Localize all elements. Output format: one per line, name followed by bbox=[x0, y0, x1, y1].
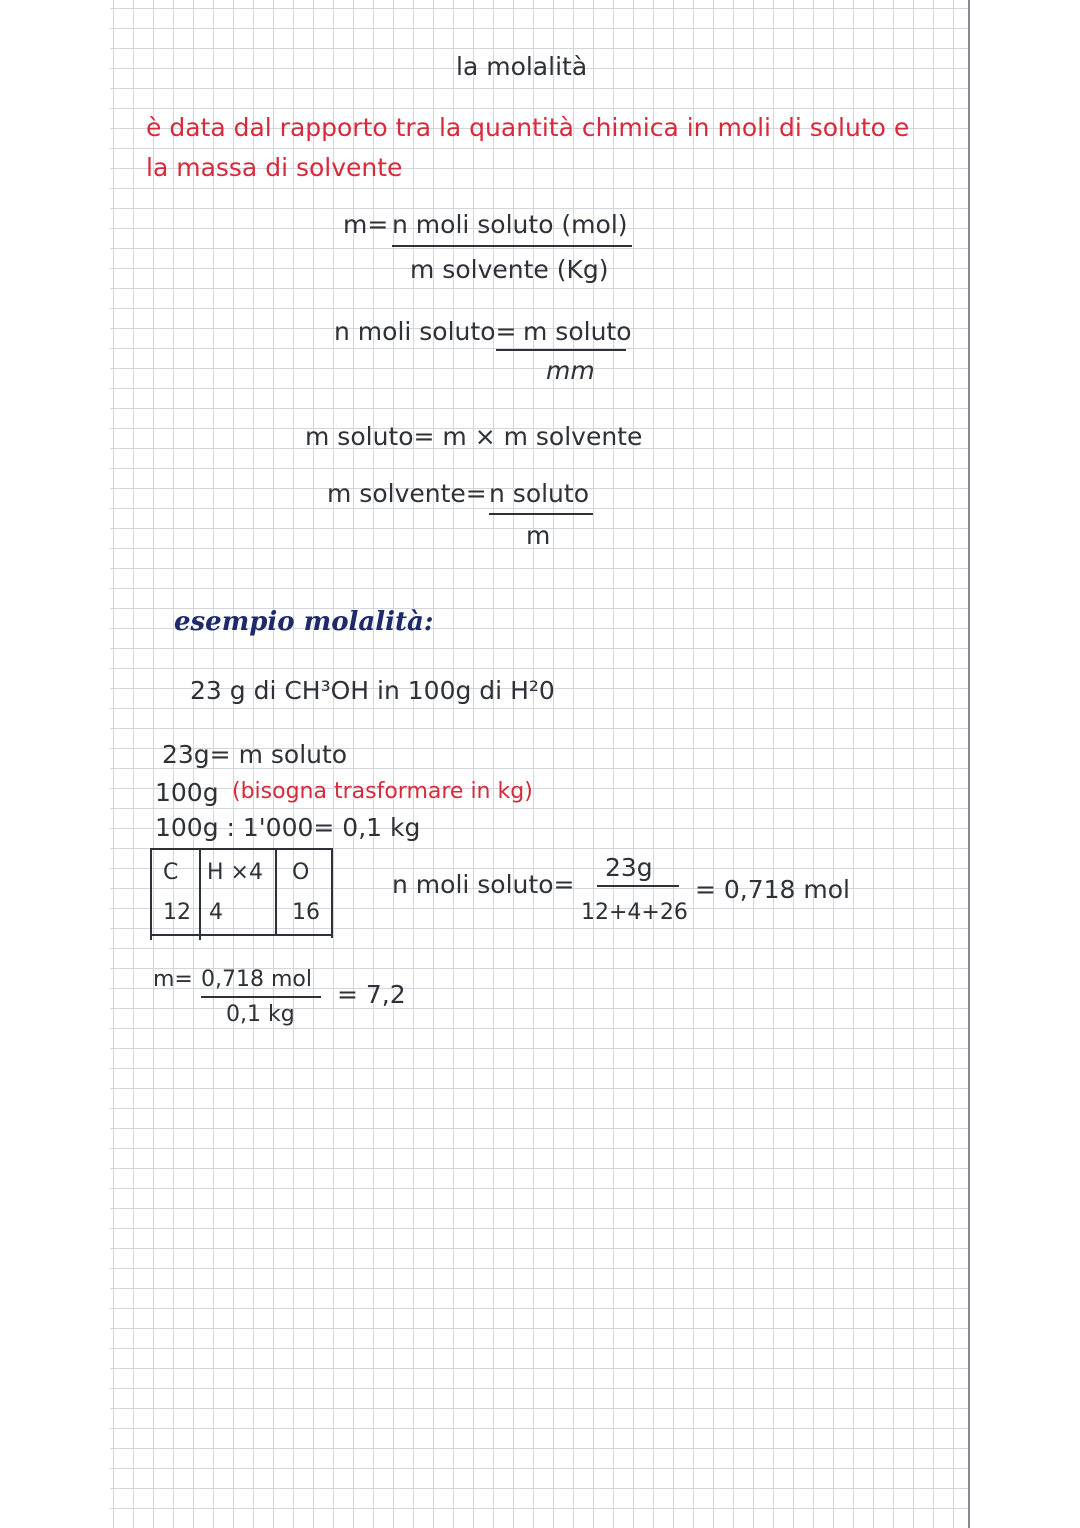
moles-fraction-bar bbox=[496, 349, 626, 351]
molality-calc-denominator: 0,1 kg bbox=[226, 1002, 295, 1027]
table-bottom-border bbox=[150, 934, 333, 936]
table-value-o: 16 bbox=[292, 900, 320, 925]
example-statement: 23 g di CH³OH in 100g di H²0 bbox=[190, 676, 555, 705]
table-left-border bbox=[150, 848, 152, 940]
mass-solvent-formula-lhs: m solvente= bbox=[327, 479, 487, 508]
table-value-c: 12 bbox=[163, 900, 191, 925]
table-divider-1 bbox=[199, 850, 201, 940]
table-divider-2 bbox=[275, 850, 277, 936]
molality-calc-numerator: 0,718 mol bbox=[201, 967, 312, 992]
example-line-3: 100g : 1'000= 0,1 kg bbox=[155, 813, 421, 842]
table-header-o: O bbox=[292, 860, 310, 885]
moles-calc-lhs: n moli soluto= bbox=[392, 870, 575, 899]
example-line-2-value: 100g bbox=[155, 778, 219, 807]
mass-solvent-formula-numerator: n soluto bbox=[489, 479, 589, 508]
moles-formula-lhs: n moli soluto= bbox=[334, 317, 517, 346]
example-line-1: 23g= m soluto bbox=[162, 740, 348, 769]
molality-formula-numerator: n moli soluto (mol) bbox=[392, 210, 628, 239]
page-title: la molalità bbox=[456, 52, 588, 81]
molality-fraction-bar bbox=[392, 245, 632, 247]
mass-solute-formula: m soluto= m × m solvente bbox=[305, 422, 643, 451]
molality-calc-result: = 7,2 bbox=[337, 980, 406, 1009]
definition-line-2: la massa di solvente bbox=[146, 153, 403, 182]
moles-calc-result: = 0,718 mol bbox=[695, 875, 851, 904]
molality-calc-fraction-bar bbox=[201, 996, 321, 998]
moles-formula-denominator: mm bbox=[546, 356, 595, 385]
moles-calc-fraction-bar bbox=[597, 885, 679, 887]
moles-calc-denominator: 12+4+26 bbox=[581, 900, 688, 925]
table-top-border bbox=[150, 848, 333, 850]
table-header-h: H ×4 bbox=[207, 860, 263, 885]
molality-formula-denominator: m solvente (Kg) bbox=[410, 255, 609, 284]
moles-formula-numerator: m soluto bbox=[523, 317, 632, 346]
molality-formula-lhs: m= bbox=[343, 210, 389, 239]
example-line-2-note: (bisogna trasformare in kg) bbox=[232, 779, 533, 804]
mass-solvent-fraction-bar bbox=[489, 513, 593, 515]
table-header-c: C bbox=[163, 860, 179, 885]
example-heading: esempio molalità: bbox=[174, 607, 434, 637]
table-value-h: 4 bbox=[209, 900, 223, 925]
molality-calc-lhs: m= bbox=[153, 967, 193, 992]
mass-solvent-formula-denominator: m bbox=[526, 521, 551, 550]
definition-line-1: è data dal rapporto tra la quantità chimica in moli di soluto e bbox=[146, 113, 910, 142]
moles-calc-numerator: 23g bbox=[605, 853, 653, 882]
table-right-border bbox=[331, 848, 333, 938]
